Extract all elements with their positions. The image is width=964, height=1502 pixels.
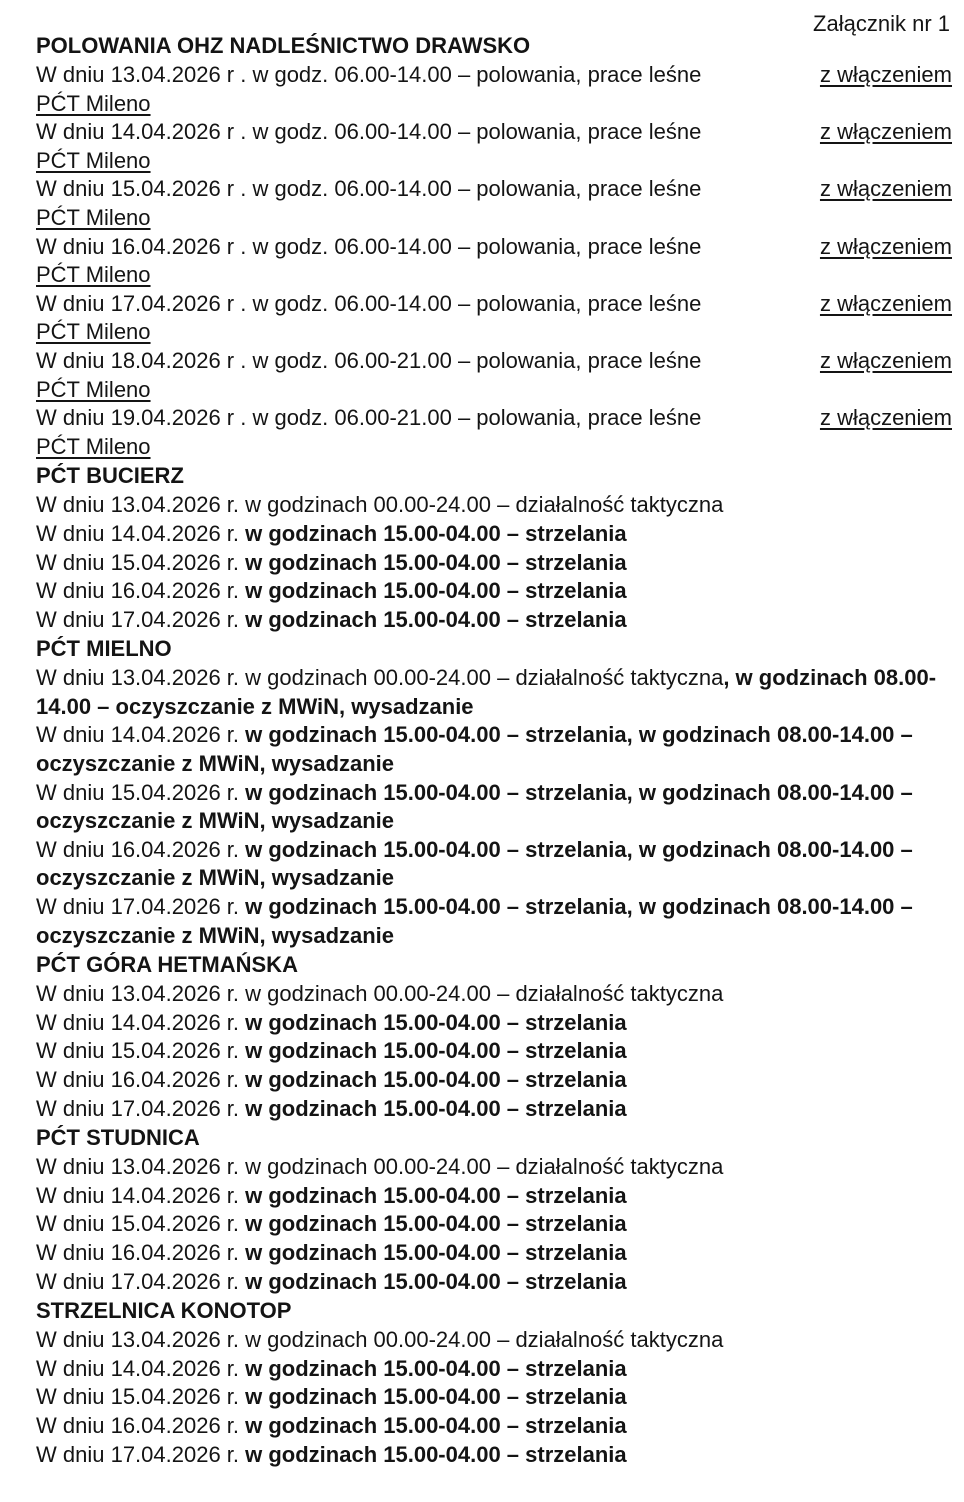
- schedule-entry: [36, 1153, 952, 1182]
- schedule-entry-text: [36, 549, 952, 578]
- hunt-entry-inclusion: z włączeniem: [819, 405, 952, 431]
- hunt-entry-range-name: PĆT Mileno: [36, 262, 151, 288]
- entry-plain-text: W dniu 17.04.2026 r.: [36, 606, 246, 632]
- hunt-entry: [36, 347, 952, 404]
- hunt-entry-inclusion: z włączeniem: [819, 233, 952, 259]
- schedule-entry-text: [36, 520, 952, 549]
- schedule-entry: [36, 1210, 952, 1239]
- entry-plain-text: W dniu 15.04.2026 r.: [36, 1038, 246, 1064]
- entry-plain-text: W dniu 14.04.2026 r.: [36, 722, 246, 748]
- schedule-entry-text: [36, 1441, 952, 1470]
- entry-plain-text: W dniu 13.04.2026 r. w godzinach 00.00-24.00 – działalność taktyczna: [36, 492, 724, 518]
- entry-bold-text: w godzinach 15.00-04.00 – strzelania: [245, 1384, 627, 1410]
- schedule-entry: [36, 606, 952, 635]
- entry-plain-text: W dniu 13.04.2026 r. w godzinach 00.00-24.00 – działalność taktyczna: [36, 981, 724, 1007]
- entry-bold-text: w godzinach 15.00-04.00 – strzelania: [245, 1412, 627, 1438]
- entry-plain-text: W dniu 17.04.2026 r.: [36, 1095, 246, 1121]
- section-heading: STRZELNICA KONOTOP: [36, 1298, 292, 1324]
- section: [36, 634, 952, 950]
- schedule-entry: [36, 549, 952, 578]
- hunt-entry-inclusion: z włączeniem: [819, 290, 952, 316]
- entry-bold-text: w godzinach 15.00-04.00 – strzelania, w godzinach 08.00-14.00 – oczyszczanie z MWiN, wysadzanie: [36, 836, 913, 891]
- schedule-entry-text: [36, 980, 952, 1009]
- hunt-entry-range-name: PĆT Mileno: [36, 319, 151, 345]
- entry-bold-text: w godzinach 15.00-04.00 – strzelania: [245, 1038, 627, 1064]
- entry-bold-text: w godzinach 15.00-04.00 – strzelania: [245, 1009, 627, 1035]
- entry-plain-text: W dniu 14.04.2026 r.: [36, 1182, 246, 1208]
- hunt-entry-line-2: [36, 376, 952, 405]
- hunt-entry-line-2: [36, 261, 952, 290]
- entry-bold-text: w godzinach 15.00-04.00 – strzelania, w godzinach 08.00-14.00 – oczyszczanie z MWiN, wysadzanie: [36, 722, 913, 777]
- entry-bold-text: w godzinach 15.00-04.00 – strzelania: [245, 1182, 627, 1208]
- entry-bold-text: w godzinach 15.00-04.00 – strzelania: [245, 1441, 627, 1467]
- section: [36, 1296, 952, 1469]
- schedule-entry-text: [36, 893, 952, 950]
- schedule-entry-text: [36, 1268, 952, 1297]
- schedule-entry: [36, 1383, 952, 1412]
- hunt-entry-range-name: PĆT Mileno: [36, 433, 151, 459]
- entry-bold-text: w godzinach 15.00-04.00 – strzelania: [245, 1211, 627, 1237]
- hunt-entry: [36, 61, 952, 118]
- entry-bold-text: w godzinach 15.00-04.00 – strzelania: [245, 1095, 627, 1121]
- section: [36, 1123, 952, 1296]
- entry-plain-text: W dniu 16.04.2026 r.: [36, 1412, 246, 1438]
- hunt-entry-line: [36, 347, 952, 376]
- hunt-entry: [36, 233, 952, 290]
- entry-plain-text: W dniu 14.04.2026 r.: [36, 1355, 246, 1381]
- section: [36, 461, 952, 634]
- section: [36, 950, 952, 1123]
- schedule-entry: [36, 1182, 952, 1211]
- hunt-entry-text: W dniu 13.04.2026 r . w godz. 06.00-14.00 – polowania, prace leśne: [36, 62, 702, 87]
- entry-bold-text: w godzinach 15.00-04.00 – strzelania: [245, 1355, 627, 1381]
- entry-bold-text: w godzinach 15.00-04.00 – strzelania: [245, 549, 627, 575]
- hunt-entry-inclusion: z włączeniem: [819, 62, 952, 87]
- entry-plain-text: W dniu 13.04.2026 r. w godzinach 00.00-24.00 – działalność taktyczna: [36, 1327, 724, 1353]
- entry-plain-text: W dniu 15.04.2026 r.: [36, 1384, 246, 1410]
- entry-bold-text: w godzinach 15.00-04.00 – strzelania: [245, 1239, 627, 1265]
- schedule-entry: [36, 1412, 952, 1441]
- hunt-entry-line-2: [36, 90, 952, 119]
- entry-bold-text: w godzinach 15.00-04.00 – strzelania: [245, 578, 627, 604]
- schedule-entry: [36, 721, 952, 778]
- entry-plain-text: W dniu 17.04.2026 r.: [36, 1441, 246, 1467]
- hunt-entry-text: W dniu 19.04.2026 r . w godz. 06.00-21.00 – polowania, prace leśne: [36, 405, 702, 431]
- hunt-entry-line: [36, 290, 952, 319]
- schedule-entry: [36, 1268, 952, 1297]
- schedule-entry-text: [36, 1037, 952, 1066]
- entry-plain-text: W dniu 15.04.2026 r.: [36, 779, 246, 805]
- entry-bold-text: w godzinach 15.00-04.00 – strzelania, w godzinach 08.00-14.00 – oczyszczanie z MWiN, wysadzanie: [36, 779, 913, 834]
- hunt-entry-line-2: [36, 433, 952, 462]
- schedule-entry: [36, 1095, 952, 1124]
- entry-plain-text: W dniu 15.04.2026 r.: [36, 549, 246, 575]
- entry-plain-text: W dniu 17.04.2026 r.: [36, 1268, 246, 1294]
- section-heading: PĆT STUDNICA: [36, 1125, 200, 1151]
- entry-plain-text: W dniu 17.04.2026 r.: [36, 894, 246, 920]
- schedule-entry-text: [36, 1412, 952, 1441]
- hunt-entry-range-name: PĆT Mileno: [36, 204, 151, 230]
- schedule-entry: [36, 520, 952, 549]
- schedule-entry: [36, 577, 952, 606]
- schedule-entry: [36, 491, 952, 520]
- attachment-label: Załącznik nr 1: [813, 11, 950, 36]
- schedule-entry-text: [36, 606, 952, 635]
- entry-bold-text: w godzinach 15.00-04.00 – strzelania: [245, 1067, 627, 1092]
- schedule-entry-text: [36, 1153, 952, 1182]
- hunt-entry-text: W dniu 18.04.2026 r . w godz. 06.00-21.00 – polowania, prace leśne: [36, 347, 702, 373]
- schedule-entry: [36, 1355, 952, 1384]
- entry-plain-text: W dniu 16.04.2026 r.: [36, 1239, 246, 1265]
- entry-bold-text: w godzinach 15.00-04.00 – strzelania: [245, 1268, 627, 1294]
- schedule-entry-text: [36, 1009, 952, 1038]
- hunt-entry-text: W dniu 17.04.2026 r . w godz. 06.00-14.00 – polowania, prace leśne: [36, 290, 702, 316]
- hunt-entry: [36, 290, 952, 347]
- schedule-entry: [36, 836, 952, 893]
- section-heading: PĆT BUCIERZ: [36, 463, 184, 489]
- hunt-entry-inclusion: z włączeniem: [819, 347, 952, 373]
- section: [36, 31, 952, 461]
- hunt-entry-inclusion: z włączeniem: [819, 119, 952, 145]
- hunt-entry-inclusion: z włączeniem: [819, 176, 952, 202]
- schedule-entry-text: [36, 1066, 952, 1095]
- hunt-entry-range-name: PĆT Mileno: [36, 147, 151, 173]
- schedule-entry-text: [36, 1210, 952, 1239]
- schedule-entry: [36, 779, 952, 836]
- hunt-entry: [36, 404, 952, 461]
- entry-bold-text: w godzinach 15.00-04.00 – strzelania: [245, 606, 627, 632]
- schedule-entry: [36, 893, 952, 950]
- entry-plain-text: W dniu 14.04.2026 r.: [36, 1009, 246, 1035]
- schedule-entry-text: [36, 1182, 952, 1211]
- hunt-entry-line-2: [36, 147, 952, 176]
- hunt-entry-text: W dniu 14.04.2026 r . w godz. 06.00-14.00 – polowania, prace leśne: [36, 119, 702, 145]
- hunt-entry-range-name: PĆT Mileno: [36, 376, 151, 402]
- schedule-entry-text: [36, 1095, 952, 1124]
- schedule-entry-text: [36, 1383, 952, 1412]
- entry-plain-text: W dniu 13.04.2026 r. w godzinach 00.00-24.00 – działalność taktyczna: [36, 665, 724, 691]
- hunt-entry-text: W dniu 16.04.2026 r . w godz. 06.00-14.00 – polowania, prace leśne: [36, 233, 702, 259]
- section-heading: PĆT GÓRA HETMAŃSKA: [36, 952, 298, 978]
- schedule-entry: [36, 1239, 952, 1268]
- schedule-entry-text: [36, 779, 952, 836]
- hunt-entry-range-name: PĆT Mileno: [36, 90, 151, 116]
- schedule-entry: [36, 1009, 952, 1038]
- schedule-entry: [36, 1326, 952, 1355]
- schedule-entry: [36, 1066, 952, 1095]
- entry-plain-text: W dniu 14.04.2026 r.: [36, 520, 246, 546]
- entry-plain-text: W dniu 16.04.2026 r.: [36, 1067, 246, 1092]
- schedule-entry: [36, 1037, 952, 1066]
- schedule-entry: [36, 664, 952, 721]
- entry-bold-text: , w godzinach 08.00-14.00 – oczyszczanie z MWiN, wysadzanie: [36, 665, 937, 719]
- schedule-entry-text: [36, 721, 952, 778]
- hunt-entry-line: [36, 61, 952, 90]
- schedule-entry-text: [36, 1326, 952, 1355]
- hunt-entry-line-2: [36, 204, 952, 233]
- schedule-entry: [36, 1441, 952, 1470]
- section-heading: POLOWANIA OHZ NADLEŚNICTWO DRAWSKO: [36, 33, 531, 58]
- schedule-entry: [36, 980, 952, 1009]
- schedule-entry-text: [36, 664, 952, 721]
- entry-plain-text: W dniu 16.04.2026 r.: [36, 836, 246, 862]
- entry-plain-text: W dniu 13.04.2026 r. w godzinach 00.00-24.00 – działalność taktyczna: [36, 1154, 724, 1180]
- hunt-entry-line-2: [36, 318, 952, 347]
- hunt-entry-line: [36, 404, 952, 433]
- hunt-entry-text: W dniu 15.04.2026 r . w godz. 06.00-14.00 – polowania, prace leśne: [36, 176, 702, 202]
- schedule-entry-text: [36, 1239, 952, 1268]
- document-content: [36, 31, 952, 1469]
- section-heading: PĆT MIELNO: [36, 636, 172, 662]
- schedule-entry-text: [36, 1355, 952, 1384]
- schedule-entry-text: [36, 491, 952, 520]
- schedule-entry-text: [36, 577, 952, 606]
- entry-bold-text: w godzinach 15.00-04.00 – strzelania, w godzinach 08.00-14.00 – oczyszczanie z MWiN, wysadzanie: [36, 894, 913, 948]
- entry-plain-text: W dniu 16.04.2026 r.: [36, 578, 246, 604]
- entry-bold-text: w godzinach 15.00-04.00 – strzelania: [245, 520, 627, 546]
- entry-plain-text: W dniu 15.04.2026 r.: [36, 1211, 246, 1237]
- hunt-entry-line: [36, 118, 952, 147]
- hunt-entry: [36, 118, 952, 175]
- hunt-entry: [36, 175, 952, 232]
- schedule-entry-text: [36, 836, 952, 893]
- hunt-entry-line: [36, 175, 952, 204]
- hunt-entry-line: [36, 233, 952, 262]
